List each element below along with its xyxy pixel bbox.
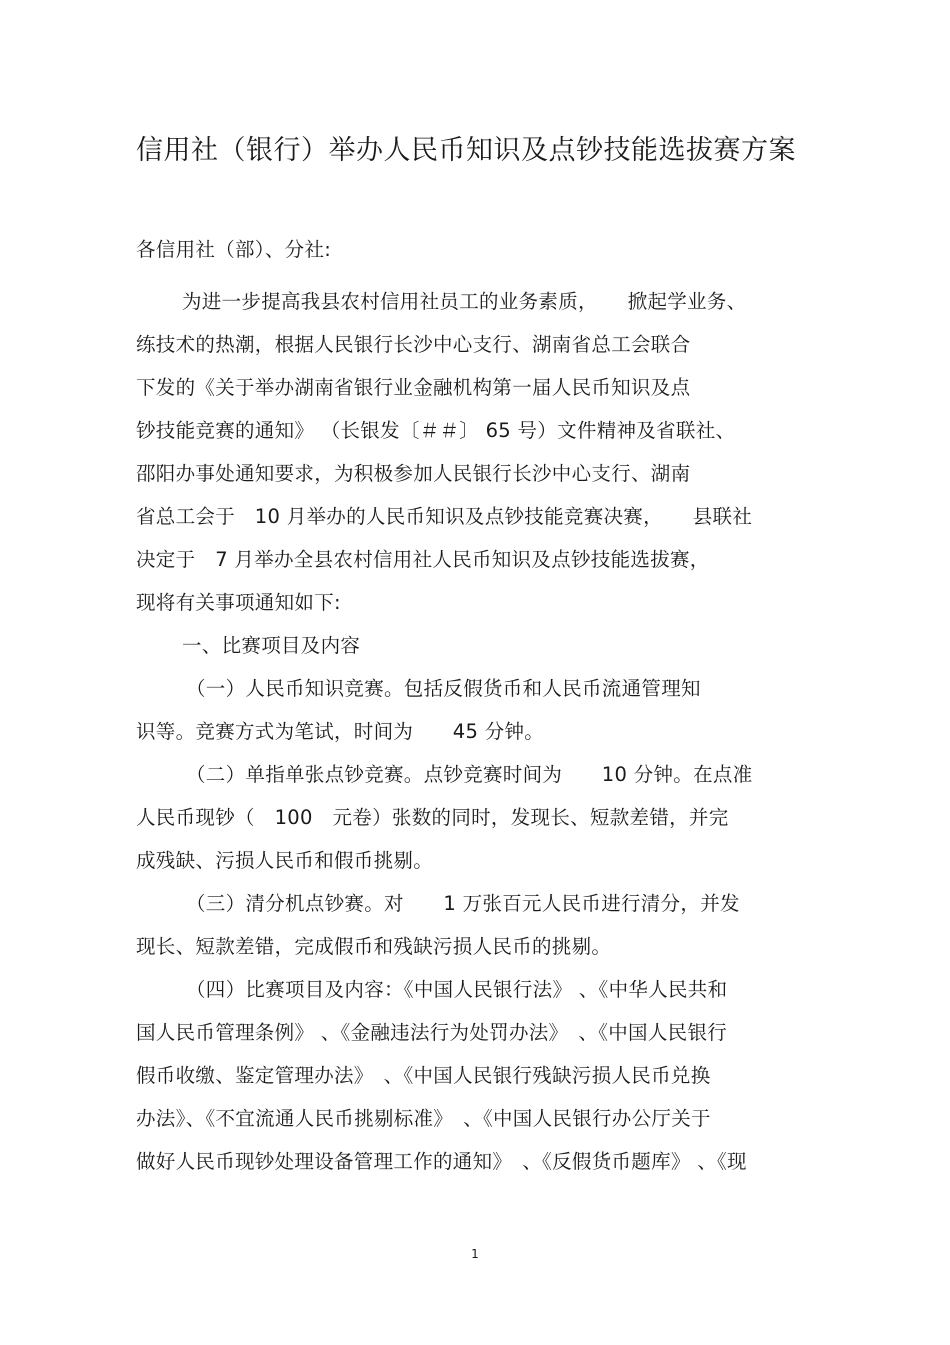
body-line: 现将有关事项通知如下:	[136, 591, 341, 614]
body-line: （一）人民币知识竞赛。包括反假货币和人民币流通管理知	[186, 677, 701, 700]
page-number: 1	[471, 1247, 479, 1261]
salutation: 各信用社（部）、分社:	[136, 238, 332, 261]
body-line: 省总工会于 10 月举办的人民币知识及点钞技能竞赛决赛， 县联社	[136, 505, 753, 528]
body-line: 识等。竞赛方式为笔试，时间为 45 分钟。	[136, 720, 545, 743]
body-line: 假币收缴、鉴定管理办法》 、《中国人民银行残缺污损人民币兑换	[136, 1064, 711, 1087]
body-line: 下发的《关于举办湖南省银行业金融机构第一届人民币知识及点	[136, 376, 691, 399]
body-line: 现长、短款差错，完成假币和残缺污损人民币的挑剔。	[136, 935, 612, 958]
body-line: 做好人民币现钞处理设备管理工作的通知》 、《反假货币题库》 、《现	[136, 1150, 747, 1173]
body-line: 办法》、《不宜流通人民币挑剔标准》 、《中国人民银行办公厅关于	[136, 1107, 711, 1130]
section-heading: 一、比赛项目及内容	[182, 634, 361, 657]
body-line: 成残缺、污损人民币和假币挑剔。	[136, 849, 434, 872]
body-line: 邵阳办事处通知要求，为积极参加人民银行长沙中心支行、湖南	[136, 462, 691, 485]
body-line: 练技术的热潮，根据人民银行长沙中心支行、湖南省总工会联合	[136, 333, 691, 356]
body-line: 钞技能竞赛的通知》 （长银发〔＃＃〕 65 号）文件精神及省联社、	[136, 419, 736, 442]
document-title: 信用社（银行）举办人民币知识及点钞技能选拔赛方案	[136, 135, 796, 166]
body-line: 国人民币管理条例》 、《金融违法行为处罚办法》 、《中国人民银行	[136, 1021, 728, 1044]
body-line: 人民币现钞（ 100 元卷）张数的同时，发现长、短款差错，并完	[136, 806, 729, 829]
body-line: （四）比赛项目及内容：《中国人民银行法》 、《中华人民共和	[186, 978, 728, 1001]
body-line: 为进一步提高我县农村信用社员工的业务素质， 掀起学业务、	[182, 290, 747, 313]
body-line: 决定于 7 月举办全县农村信用社人民币知识及点钞技能选拔赛，	[136, 548, 710, 571]
body-line: （三）清分机点钞赛。对 1 万张百元人民币进行清分，并发	[186, 892, 740, 915]
body-line: （二）单指单张点钞竞赛。点钞竞赛时间为 10 分钟。在点准	[186, 763, 753, 786]
